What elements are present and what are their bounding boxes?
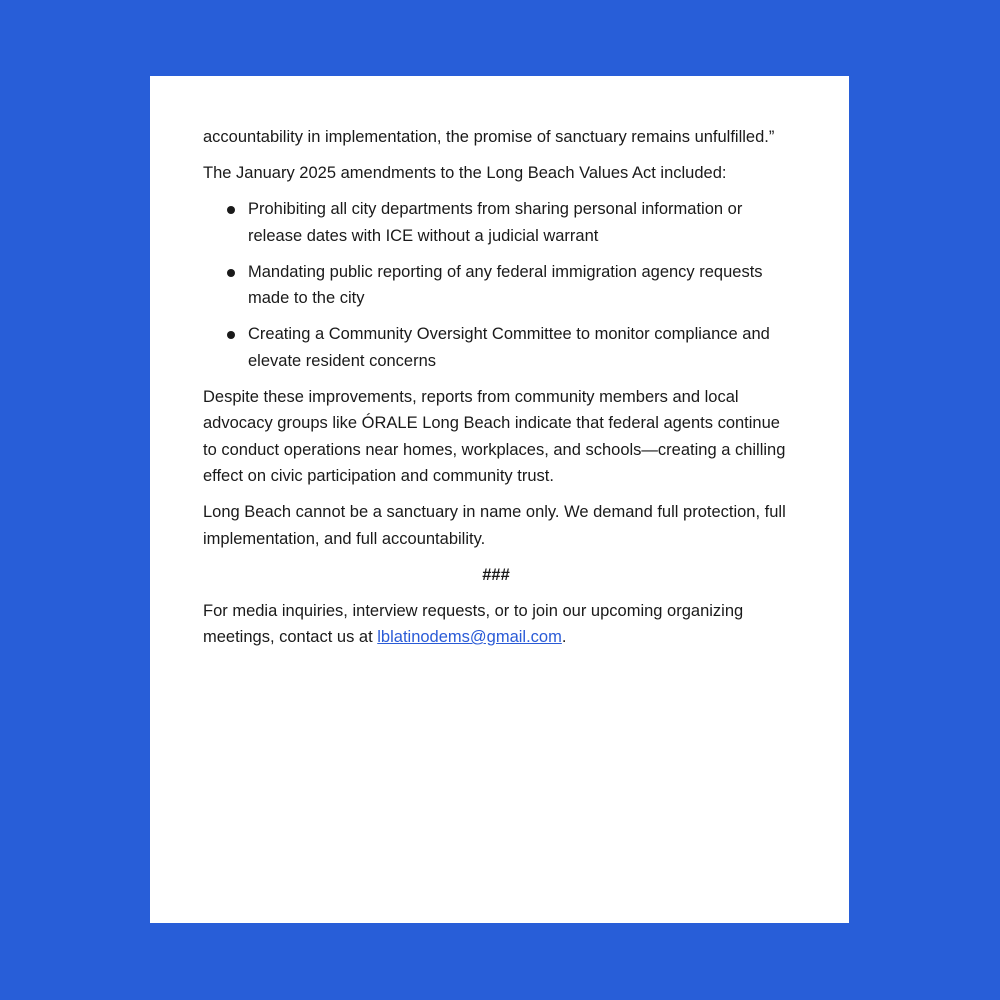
list-item-text: Prohibiting all city departments from sharing personal information or release dates with ICE without a judicial warrant: [248, 200, 743, 245]
section-separator: ###: [482, 565, 510, 584]
continuation-paragraph: accountability in implementation, the promise of sanctuary remains unfulfilled.”: [203, 128, 775, 146]
bullet-icon: [227, 331, 235, 339]
amendments-list: [203, 196, 789, 374]
contact-text: For media inquiries, interview requests, or to join our upcoming organizing meetings, contact us at: [203, 601, 744, 646]
despite-paragraph: Despite these improvements, reports from community members and local advocacy groups like ÓRALE Long Beach indicate that federal agents continue to conduct operations near homes, workplaces, and schools—creating a chilling effect on civic participation and community trust.: [203, 387, 786, 485]
contact-email-link[interactable]: lblatinodems@gmail.com: [377, 628, 562, 646]
list-item-text: Creating a Community Oversight Committee to monitor compliance and elevate resident concerns: [248, 325, 770, 370]
list-item: [248, 196, 789, 249]
bullet-icon: [227, 269, 235, 277]
list-item: [248, 321, 789, 374]
list-item: [248, 259, 789, 312]
amendments-intro: The January 2025 amendments to the Long Beach Values Act included:: [203, 164, 727, 182]
bullet-icon: [227, 206, 235, 214]
demand-paragraph: Long Beach cannot be a sanctuary in name only. We demand full protection, full implementation, and full accountability.: [203, 503, 786, 548]
list-item-text: Mandating public reporting of any federal immigration agency requests made to the city: [248, 262, 763, 307]
contact-paragraph: [203, 598, 789, 651]
contact-end: .: [561, 628, 567, 646]
document-page: [150, 76, 849, 923]
